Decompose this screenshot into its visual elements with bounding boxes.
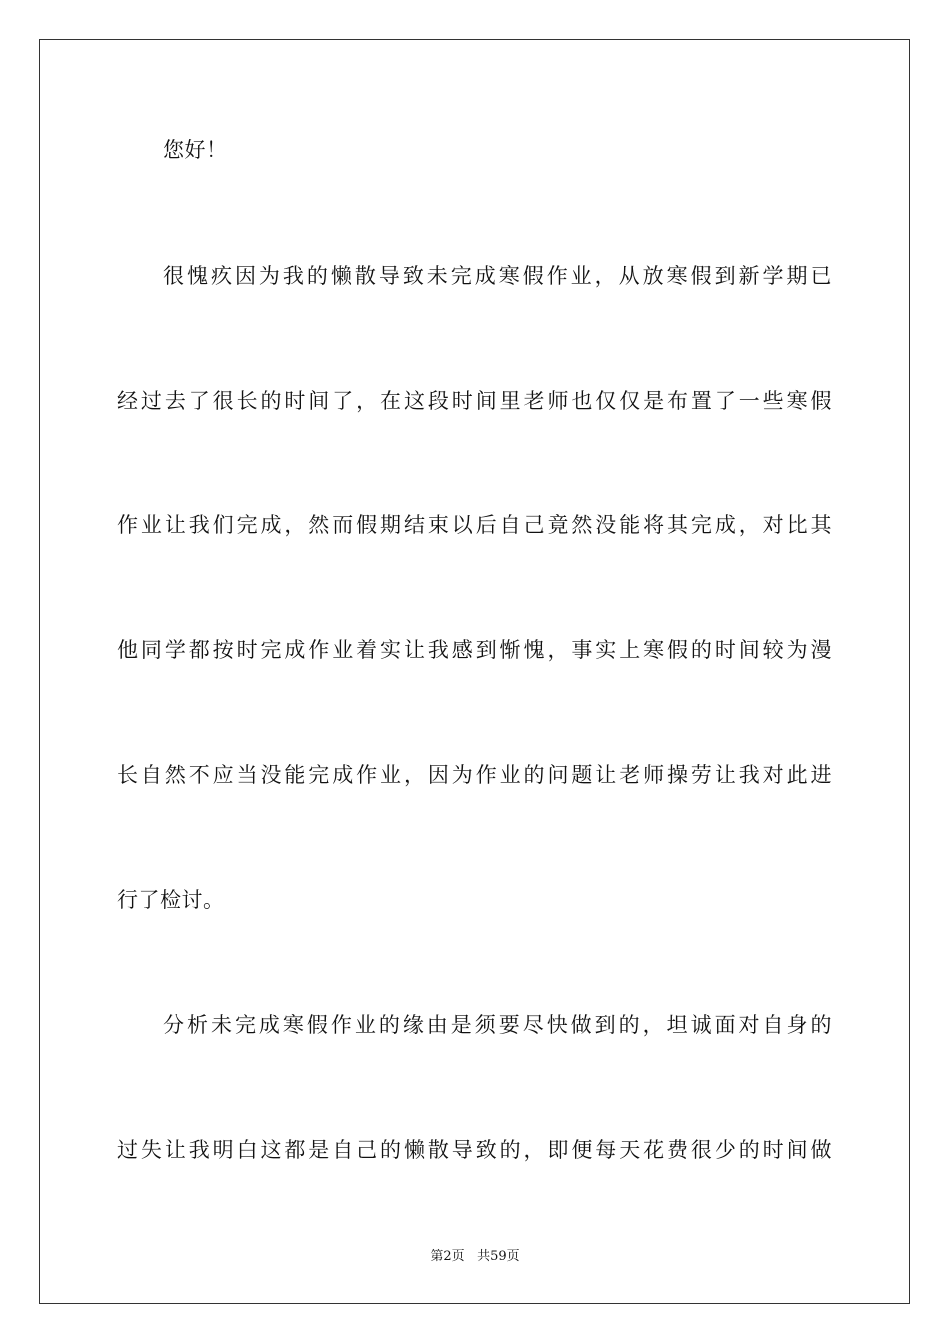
paragraph-1-line-4: 他同学都按时完成作业着实让我感到惭愧，事实上寒假的时间较为漫 [117,638,832,662]
paragraph-2-line-2: 过失让我明白这都是自己的懒散导致的，即便每天花费很少的时间做 [117,1138,832,1162]
paragraph-1-line-2: 经过去了很长的时间了，在这段时间里老师也仅仅是布置了一些寒假 [117,389,832,413]
page-border [39,39,910,1304]
paragraph-1-line-1: 很愧疚因为我的懒散导致未完成寒假作业，从放寒假到新学期已 [163,264,832,288]
page-footer [0,1248,950,1266]
paragraph-1-line-5: 长自然不应当没能完成作业，因为作业的问题让老师操劳让我对此进 [117,763,832,787]
paragraph-2-line-1: 分析未完成寒假作业的缘由是须要尽快做到的，坦诚面对自身的 [163,1013,832,1037]
paragraph-1-line-6: 行了检讨。 [117,888,225,912]
greeting-line: 您好！ [163,138,228,162]
current-page-number: 第2页 [430,1249,465,1264]
paragraph-1-line-3: 作业让我们完成，然而假期结束以后自己竟然没能将其完成，对比其 [117,513,832,537]
total-pages: 共59页 [477,1249,520,1264]
